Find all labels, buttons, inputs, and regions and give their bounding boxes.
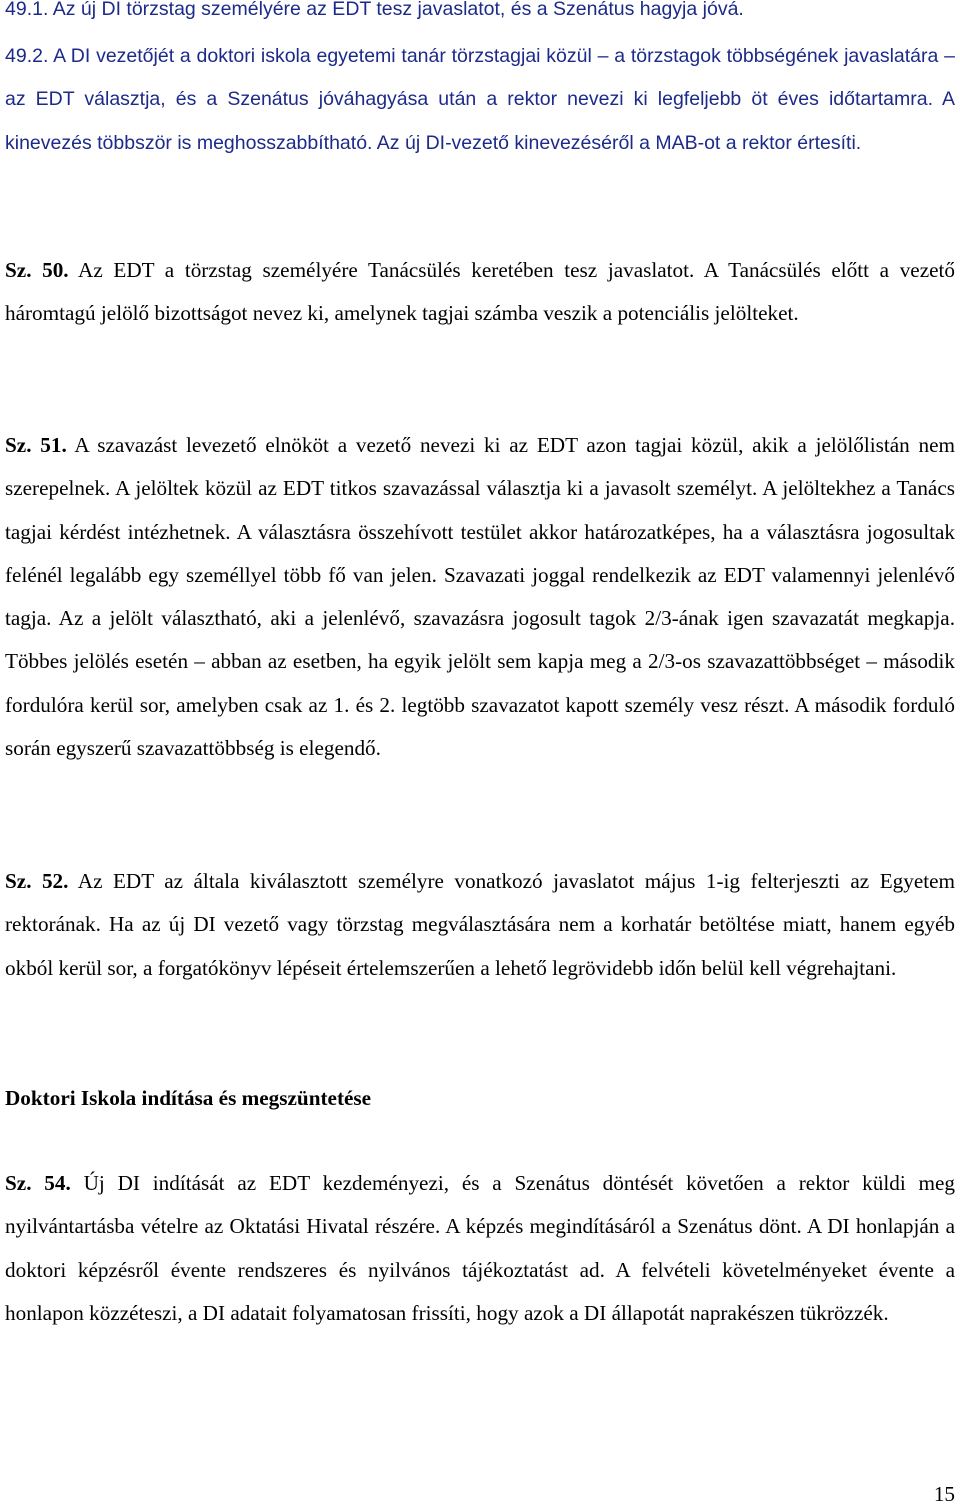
sz-50-label: Sz. 50. (5, 258, 69, 282)
document-page (5, 0, 955, 1509)
sz-54-label: Sz. 54. (5, 1171, 71, 1195)
sz-51-label: Sz. 51. (5, 433, 67, 457)
sz-52-label: Sz. 52. (5, 869, 69, 893)
section-sz-50 (5, 249, 955, 336)
section-sz-54 (5, 1162, 955, 1335)
section-sz-51 (5, 424, 955, 770)
sz-50-text: Az EDT a törzstag személyére Tanácsülés keretében tesz javaslatot. A Tanácsülés előtt a vezető háromtagú jelölő bizottságot nevez ki, amelynek tagjai számba veszik a potenciális jelölteket. (5, 258, 955, 326)
sz-54-text: Új DI indítását az EDT kezdeményezi, és a Szenátus döntését követően a rektor küldi meg nyilvántartásba vételre az Oktatási Hivatal részére. A képzés megindításáról a Szenátus dönt. A DI honlapján a doktori képzésről évente rendszeres és nyilvános tájékoztatást ad. A felvételi követelményeket évente a honlapon közzéteszi, a DI adatait folyamatosan frissíti, hogy azok a DI állapotát naprakészen tükrözzék. (5, 1171, 955, 1325)
paragraph-49-2-text: 49.2. A DI vezetőjét a doktori iskola egyetemi tanár törzstagjai közül – a törzstagok többségének javaslatára – az EDT választja, és a Szenátus jóváhagyása után a rektor nevezi ki legfeljebb öt éves időtartamra. A kinevezés többször is meghosszabbítható. Az új DI-vezető kinevezéséről a MAB-ot a rektor értesíti. (5, 45, 955, 154)
sz-52-text: Az EDT az általa kiválasztott személyre vonatkozó javaslatot május 1-ig felterjeszti az Egyetem rektorának. Ha az új DI vezető vagy törzstag megválasztására nem a korhatár betöltése miatt, hanem egyéb okból kerül sor, a forgatókönyv lépéseit értelemszerűen a lehető legrövidebb időn belül kell végrehajtani. (5, 869, 955, 980)
section-sz-52 (5, 860, 955, 990)
paragraph-49-1-text: 49.1. Az új DI törzstag személyére az EDT tesz javaslatot, és a Szenátus hagyja jóvá. (5, 0, 744, 20)
paragraph-49-1 (5, 0, 955, 27)
section-heading: Doktori Iskola indítása és megszüntetése (5, 1086, 372, 1110)
sz-51-text: A szavazást levezető elnököt a vezető nevezi ki az EDT azon tagjai közül, akik a jelölőlistán nem szerepelnek. A jelöltek közül az EDT titkos szavazással választja ki a javasolt személyt. A jelöltekhez a Tanács tagjai kérdést intézhetnek. A választásra összehívott testület akkor határozatképes, ha a választásra jogosultak felénél legalább egy személlyel több fő van jelen. Szavazati joggal rendelkezik az EDT valamennyi jelenlévő tagja. Az a jelölt választható, aki a jelenlévő, szavazásra jogosult tagok 2/3-ának igen szavazatát megkapja. Többes jelölés esetén – abban az esetben, ha egyik jelölt sem kapja meg a 2/3-os szavazattöbbséget – második fordulóra kerül sor, amelyben csak az 1. és 2. legtöbb szavazatot kapott személy vesz részt. A második forduló során egyszerű szavazattöbbség is elegendő. (5, 433, 956, 761)
page-number: 15 (933, 1482, 955, 1506)
paragraph-49-2 (5, 35, 955, 165)
